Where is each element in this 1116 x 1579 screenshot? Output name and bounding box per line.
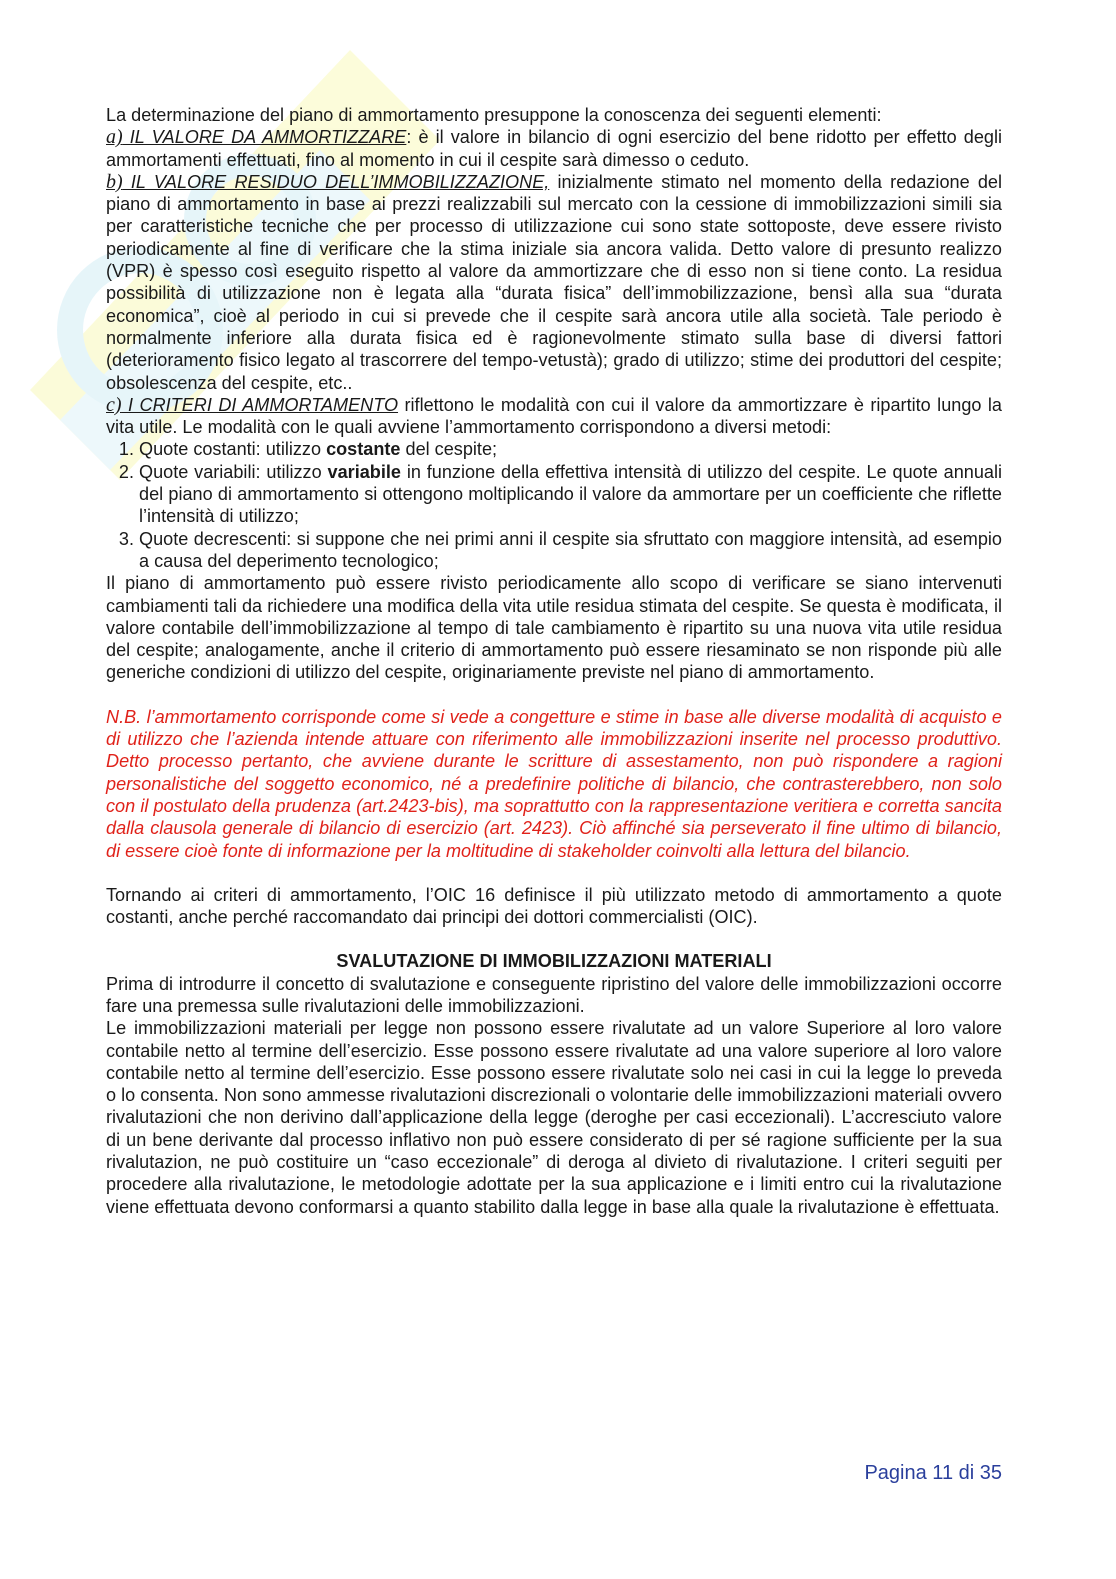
item-c-paragraph [106, 394, 1002, 439]
document-page [106, 104, 1002, 1218]
list-item: 3. Quote decrescenti: si suppone che nei primi anni il cespite sia sfruttato con maggiore intensità, ad esempio a causa del deperimento tecnologico; [139, 528, 1002, 573]
item-b-label: b) IL VALORE RESIDUO DELL’IMMOBILIZZAZIONE, [106, 170, 550, 193]
item-b-paragraph [106, 171, 1002, 394]
intro-paragraph: La determinazione del piano di ammortamento presuppone la conoscenza dei seguenti elementi: [106, 105, 882, 125]
section-heading: SVALUTAZIONE DI IMMOBILIZZAZIONI MATERIALI [336, 951, 772, 972]
oic-paragraph: Tornando ai criteri di ammortamento, l’OIC 16 definisce il più utilizzato metodo di ammortamento a quote costanti, anche perché raccomandato dai principi dei dottori commercialisti (OIC). [106, 884, 1002, 928]
revision-paragraph: Il piano di ammortamento può essere rivisto periodicamente allo scopo di verificare se siano intervenuti cambiamenti tali da richiedere una modifica della vita utile residua stimata del cespite. Se questa è modificata, il valore contabile dell’immobilizzazione al tempo di tale cambiamento è ripartito su una nuova vita utile residua del cespite; analogamente, anche il criterio di ammortamento può essere riesaminato se non risponde più alle generiche condizioni di utilizzo del cespite, originariamente previste nel piano di ammortamento. [106, 573, 1002, 683]
list-item: 1. Quote costanti: utilizzo costante del cespite; [139, 438, 1002, 460]
item-b-text: inizialmente stimato nel momento della redazione del piano di ammortamento in base ai prezzi realizzabili sul mercato con la cessione di immobilizzazioni simili sia per caratteristiche tecniche che per processo di utilizzazione cui sono state sottoposte, deve essere rivisto periodicamente al fine di verificare che la stima iniziale sia ancora valida. Detto valore di presunto realizzo (VPR) è spesso così eseguito rispetto al valore da ammortizzare che di esso non si tiene conto. La residua possibilità di utilizzazione non è legata alla “durata fisica” dell’immobilizzazione, bensì alla sua “durata economica”, cioè al periodo in cui si prevede che il cespite sarà ancora utile alla società. Tale periodo è normalmente inferiore alla durata fisica ed è ragionevolmente stimato sulla base di diversi fattori (deterioramento fisico legato al trascorrere del tempo-vetustà); grado di utilizzo; stime dei produttori del cespite; obsolescenza del cespite, etc.. [106, 171, 1002, 393]
item-a-paragraph [106, 126, 1002, 171]
list-item: 2. Quote variabili: utilizzo variabile in funzione della effettiva intensità di utilizzo del cespite. Le quote annuali del piano di ammortamento si ottengono moltiplicando il valore da ammortare per un coefficiente che riflette l’intensità di utilizzo; [139, 461, 1002, 528]
amortization-methods-list [106, 438, 1002, 572]
section-body-paragraph: Le immobilizzazioni materiali per legge non possono essere rivalutate ad un valore Superiore al loro valore contabile netto al termine dell’esercizio. Esse possono essere rivalutate ad una valore superiore al loro valore contabile netto al termine dell’esercizio. Esse possono essere rivalutate solo nei casi in cui la legge lo preveda o lo consenta. Non sono ammesse rivalutazioni discrezionali o volontarie delle immobilizzazioni materiali ovvero rivalutazioni che non derivino dall’applicazione della legge (deroghe per casi eccezionali). L’accresciuto valore di un bene derivante dal processo inflativo non può essere considerato di per sé ragione sufficiente per la sua rivalutazion, ne può costituire un “caso eccezionale” di deroga al divieto di rivalutazione. I criteri seguiti per procedere alla rivalutazione, le metodologie adottate per la sua applicazione e i limiti entro cui la rivalutazione viene effettuata devono conformarsi a quanto stabilito dalla legge in base alla quale la rivalutazione è effettuata. [106, 1018, 1002, 1217]
nb-note: N.B. l’ammortamento corrisponde come si vede a congetture e stime in base alle diverse modalità di acquisto e di utilizzo che l’azienda intende attuare con riferimento alle immobilizzazioni inserite nel processo produttivo. Detto processo pertanto, che avviene durante le scritture di assestamento, non può rispondere a ragioni personalistiche del soggetto economico, né a predefinire politiche di bilancio, che contrasterebbero, non solo con il postulato della prudenza (art.2423-bis), ma soprattutto con la rappresentazione veritiera e corretta sancita dalla clausola generale di bilancio di esercizio (art. 2423). Ciò affinché sia perseverato il fine ultimo di bilancio, di essere cioè fonte di informazione per la moltitudine di stakeholder coinvolti alla lettura del bilancio. [106, 706, 1002, 861]
item-a-label: a) IL VALORE DA AMMORTIZZARE [106, 126, 407, 149]
item-c-label: c) I CRITERI DI AMMORTAMENTO [106, 393, 399, 416]
item-a-text: : è il valore in bilancio di ogni esercizio del bene ridotto per effetto degli ammortamenti effettuati, fino al momento in cui il cespite sarà dimesso o ceduto. [106, 127, 1002, 170]
item-c-text: riflettono le modalità con cui il valore da ammortizzare è ripartito lungo la vita utile. Le modalità con le quali avviene l’ammortamento corrispondono a diversi metodi: [106, 394, 1002, 438]
page-number: Pagina 11 di 35 [864, 1462, 1002, 1484]
section-intro-paragraph: Prima di introdurre il concetto di svalutazione e conseguente ripristino del valore delle immobilizzazioni occorre fare una premessa sulle rivalutazioni delle immobilizzazioni. [106, 973, 1002, 1016]
